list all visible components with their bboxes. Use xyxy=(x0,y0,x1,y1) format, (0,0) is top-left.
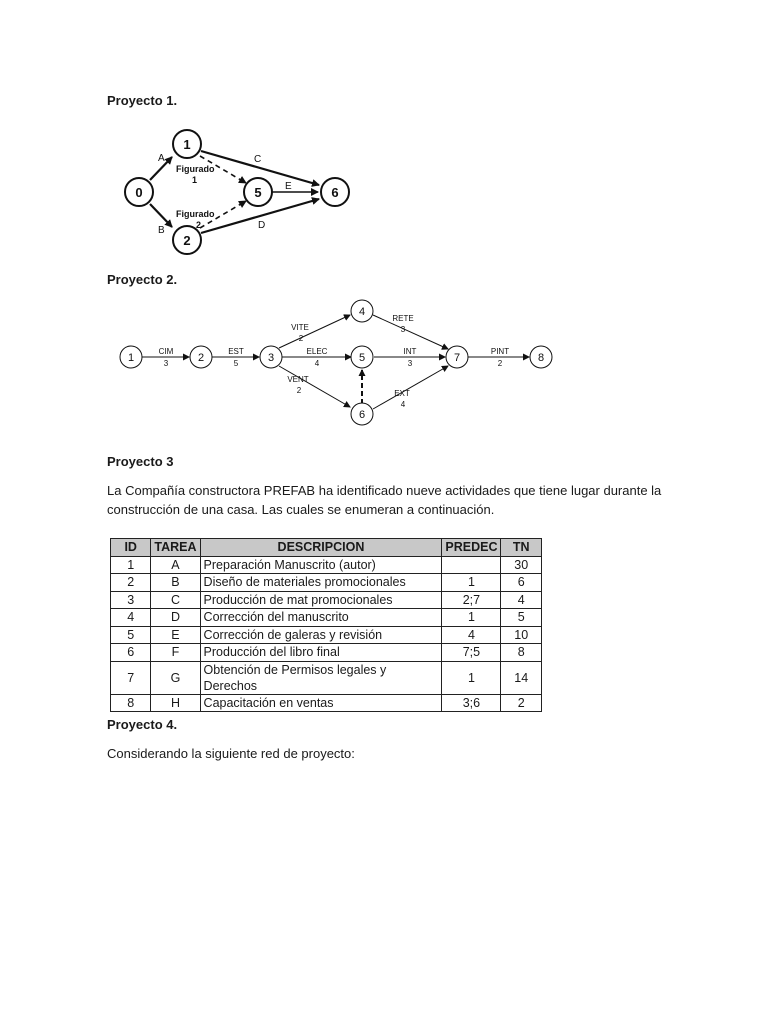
cell-tn: 5 xyxy=(501,609,542,627)
svg-text:4: 4 xyxy=(358,306,366,318)
table-row xyxy=(111,694,542,712)
label-pint-dur: 2 xyxy=(497,359,503,368)
cell-tn: 30 xyxy=(501,556,542,574)
project-2-network-diagram xyxy=(115,296,565,430)
svg-text:7: 7 xyxy=(453,352,461,364)
edge-vite xyxy=(279,315,350,348)
svg-text:5: 5 xyxy=(358,352,366,364)
table-row xyxy=(111,661,542,694)
project-4-heading: Proyecto 4. xyxy=(107,717,178,732)
cell-tarea: A xyxy=(151,556,200,574)
project-2-heading: Proyecto 2. xyxy=(107,272,178,287)
label-vite: VITE xyxy=(291,323,309,332)
cell-descripcion: Corrección de galeras y revisión xyxy=(200,626,442,644)
table-row xyxy=(111,626,542,644)
edge-vent xyxy=(279,366,350,407)
node-0 xyxy=(125,178,153,206)
cell-id: 7 xyxy=(111,661,151,694)
cell-descripcion: Preparación Manuscrito (autor) xyxy=(200,556,442,574)
label-figurado-2: Figurado xyxy=(176,209,215,219)
node-5 xyxy=(351,346,373,368)
node-2 xyxy=(190,346,212,368)
label-figurado-2-num: 2 xyxy=(196,220,202,230)
label-rete-dur: 3 xyxy=(400,325,406,334)
cell-descripcion: Obtención de Permisos legales y Derechos xyxy=(200,661,442,694)
table-header-row xyxy=(111,539,542,557)
header-predec: PREDEC xyxy=(442,539,501,557)
label-vite-dur: 2 xyxy=(298,334,304,343)
header-tarea: TAREA xyxy=(151,539,200,557)
label-ext: EXT xyxy=(394,389,410,398)
cell-tarea: B xyxy=(151,574,200,592)
cell-descripcion: Producción de mat promocionales xyxy=(200,591,442,609)
table-row xyxy=(111,556,542,574)
svg-text:6: 6 xyxy=(358,409,366,421)
project-3-description: La Compañía constructora PREFAB ha identificado nueve actividades que tiene lugar durante la construcción de una casa. Las cuales se enumeran a continuación. xyxy=(107,483,662,517)
label-ext-dur: 4 xyxy=(400,400,406,409)
cell-id: 2 xyxy=(111,574,151,592)
cell-tarea: G xyxy=(151,661,200,694)
cell-id: 3 xyxy=(111,591,151,609)
cell-predec: 7;5 xyxy=(442,644,501,662)
svg-text:2: 2 xyxy=(183,233,191,248)
node-1 xyxy=(120,346,142,368)
svg-text:5: 5 xyxy=(254,185,262,200)
project-3-heading: Proyecto 3 xyxy=(107,454,174,469)
label-pint: PINT xyxy=(490,347,510,356)
edge-ext xyxy=(373,366,448,409)
cell-tn: 2 xyxy=(501,694,542,712)
table-row xyxy=(111,644,542,662)
cell-id: 5 xyxy=(111,626,151,644)
svg-text:8: 8 xyxy=(537,352,545,364)
label-cim-dur: 3 xyxy=(163,359,169,368)
node-3 xyxy=(260,346,282,368)
cell-tarea: E xyxy=(151,626,200,644)
label-a: A xyxy=(158,153,165,164)
label-elec: ELEC xyxy=(306,347,328,356)
cell-predec: 1 xyxy=(442,574,501,592)
label-figurado-1: Figurado xyxy=(176,164,215,174)
cell-predec: 1 xyxy=(442,609,501,627)
edge-b xyxy=(150,204,172,227)
header-id: ID xyxy=(111,539,151,557)
cell-predec: 4 xyxy=(442,626,501,644)
cell-tn: 10 xyxy=(501,626,542,644)
cell-predec xyxy=(442,556,501,574)
cell-tn: 6 xyxy=(501,574,542,592)
cell-tarea: C xyxy=(151,591,200,609)
table-row xyxy=(111,609,542,627)
node-2 xyxy=(173,226,201,254)
cell-descripcion: Capacitación en ventas xyxy=(200,694,442,712)
svg-text:2: 2 xyxy=(197,352,205,364)
node-5 xyxy=(244,178,272,206)
node-7 xyxy=(446,346,468,368)
cell-tn: 4 xyxy=(501,591,542,609)
cell-tn: 8 xyxy=(501,644,542,662)
cell-tarea: F xyxy=(151,644,200,662)
label-rete: RETE xyxy=(392,314,414,323)
label-vent: VENT xyxy=(287,375,309,384)
cell-predec: 1 xyxy=(442,661,501,694)
svg-text:3: 3 xyxy=(267,352,275,364)
header-descripcion: DESCRIPCION xyxy=(200,539,442,557)
cell-tarea: H xyxy=(151,694,200,712)
label-elec-dur: 4 xyxy=(314,359,320,368)
svg-text:0: 0 xyxy=(135,185,143,200)
cell-descripcion: Diseño de materiales promocionales xyxy=(200,574,442,592)
label-est-dur: 5 xyxy=(233,359,239,368)
header-tn: TN xyxy=(501,539,542,557)
svg-text:1: 1 xyxy=(127,352,135,364)
cell-tn: 14 xyxy=(501,661,542,694)
cell-id: 4 xyxy=(111,609,151,627)
label-int-dur: 3 xyxy=(407,359,413,368)
cell-predec: 2;7 xyxy=(442,591,501,609)
node-6 xyxy=(321,178,349,206)
svg-text:1: 1 xyxy=(183,137,191,152)
node-8 xyxy=(530,346,552,368)
cell-descripcion: Corrección del manuscrito xyxy=(200,609,442,627)
node-4 xyxy=(351,300,373,322)
label-e: E xyxy=(285,181,292,192)
cell-predec: 3;6 xyxy=(442,694,501,712)
project-4-description: Considerando la siguiente red de proyecto: xyxy=(107,746,355,761)
label-d: D xyxy=(258,220,266,231)
svg-text:6: 6 xyxy=(331,185,339,200)
table-row xyxy=(111,591,542,609)
table-row xyxy=(111,574,542,592)
label-figurado-1-num: 1 xyxy=(192,175,198,185)
cell-id: 8 xyxy=(111,694,151,712)
project-1-heading: Proyecto 1. xyxy=(107,93,178,108)
label-b: B xyxy=(158,225,165,236)
label-vent-dur: 2 xyxy=(296,386,302,395)
project-1-network-diagram xyxy=(110,120,370,260)
cell-tarea: D xyxy=(151,609,200,627)
label-c: C xyxy=(254,154,262,165)
activities-table xyxy=(110,538,542,712)
node-6 xyxy=(351,403,373,425)
cell-id: 1 xyxy=(111,556,151,574)
cell-id: 6 xyxy=(111,644,151,662)
label-est: EST xyxy=(228,347,244,356)
cell-descripcion: Producción del libro final xyxy=(200,644,442,662)
node-1 xyxy=(173,130,201,158)
label-int: INT xyxy=(403,347,417,356)
label-cim: CIM xyxy=(158,347,174,356)
